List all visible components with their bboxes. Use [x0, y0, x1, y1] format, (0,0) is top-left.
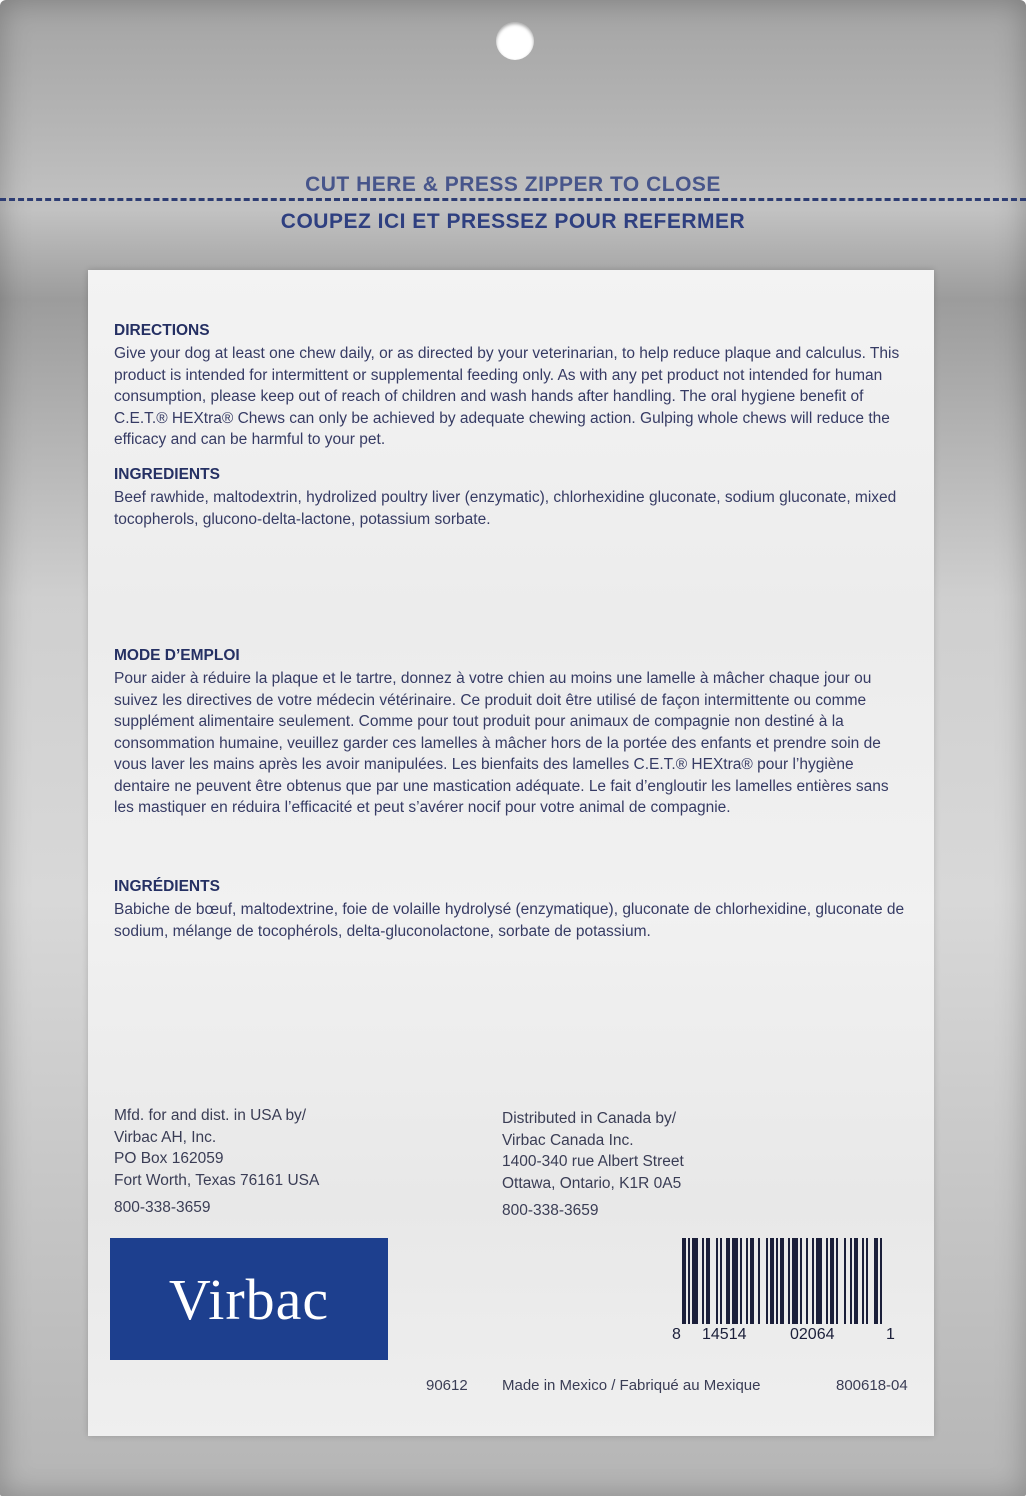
ingredients-section — [114, 466, 909, 530]
barcode-bars — [682, 1238, 886, 1324]
barcode-first-digit: 8 — [672, 1326, 681, 1343]
address-canada-line3: 1400-340 rue Albert Street — [502, 1153, 684, 1170]
address-canada-line2: Virbac Canada Inc. — [502, 1131, 634, 1149]
address-usa-phone: 800-338-3659 — [114, 1199, 211, 1216]
directions-heading: DIRECTIONS — [114, 322, 210, 339]
mode-emploi-body: Pour aider à réduire la plaque et le tartre, donnez à votre chien au moins une lamelle à mâcher chaque jour ou suivez les directives de votre médecin vétérinaire. Ce produit doit être utilisé de façon intermittente ou comme supplément alimentaire seulement. Comme pour tout produit pour animaux de compagnie non destiné à la consommation humaine, veuillez garder ces lamelles à mâcher hors de la portée des enfants et prendre soin de vous laver les mains après les avoir manipulées. Les bienfaits des lamelles C.E.T.® HEXtra® pour l’hygiène dentaire ne peuvent être obtenus que par une mastication adéquate. Le fait d’engloutir les lamelles entières sans les mastiquer en réduira l’efficacité et peut s’avérer nocif pour votre animal de compagnie. — [114, 670, 889, 816]
cut-instruction-french: COUPEZ ICI ET PRESSEZ POUR REFERMER — [280, 210, 746, 233]
address-usa-line4: Fort Worth, Texas 76161 USA — [114, 1171, 320, 1189]
ingredients-fr-body: Babiche de bœuf, maltodextrine, foie de volaille hydrolysé (enzymatique), gluconate de chlorhexidine, gluconate de sodium, mélange de tocophérols, delta-gluconolactone, sorbate de potassium. — [114, 901, 905, 940]
cut-line — [0, 198, 1026, 201]
mode-emploi-heading: MODE D’EMPLOI — [114, 647, 240, 664]
product-code-right: 800618-04 — [836, 1377, 908, 1394]
barcode — [672, 1238, 896, 1350]
barcode-check-digit: 1 — [886, 1326, 895, 1343]
info-label — [88, 270, 934, 1436]
ingredients-body: Beef rawhide, maltodextrin, hydrolized poultry liver (enzymatic), chlorhexidine gluconate, sodium gluconate, mixed tocopherols, glucono-delta-lactone, potassium sorbate. — [114, 489, 897, 528]
address-usa-line2: Virbac AH, Inc. — [114, 1128, 217, 1146]
product-code-left: 90612 — [426, 1377, 468, 1394]
directions-body: Give your dog at least one chew daily, or as directed by your veterinarian, to help reduce plaque and calculus. This product is intended for intermittent or supplemental feeding only. As with any pet product not intended for human consumption, please keep out of reach of children and wash hands after handling. The oral hygiene benefit of C.E.T.® HEXtra® Chews can only be achieved by adequate chewing action. Gulping whole chews will reduce the efficacy and can be harmful to your pet. — [114, 345, 900, 448]
directions-section — [114, 322, 909, 451]
address-canada-line4: Ottawa, Ontario, K1R 0A5 — [502, 1174, 682, 1192]
hang-hole — [496, 22, 534, 60]
address-usa — [114, 1105, 319, 1219]
barcode-left-group: 14514 — [702, 1326, 747, 1343]
barcode-bar — [882, 1238, 886, 1324]
ingredients-heading: INGREDIENTS — [114, 466, 220, 483]
address-canada — [502, 1108, 684, 1222]
address-canada-line1: Distributed in Canada by/ — [502, 1110, 677, 1127]
address-canada-phone: 800-338-3659 — [502, 1202, 599, 1219]
ingredients-fr-section — [114, 878, 909, 942]
barcode-right-group: 02064 — [790, 1326, 835, 1343]
ingredients-fr-heading: INGRÉDIENTS — [114, 878, 220, 895]
mode-emploi-section — [114, 647, 909, 819]
brand-logo — [110, 1238, 388, 1360]
address-usa-line3: PO Box 162059 — [114, 1150, 224, 1167]
barcode-digits — [672, 1326, 896, 1346]
cut-instruction-english: CUT HERE & PRESS ZIPPER TO CLOSE — [305, 173, 721, 196]
address-usa-line1: Mfd. for and dist. in USA by/ — [114, 1107, 307, 1124]
country-of-origin: Made in Mexico / Fabriqué au Mexique — [502, 1377, 761, 1394]
brand-logo-text: Virbac — [168, 1266, 330, 1332]
